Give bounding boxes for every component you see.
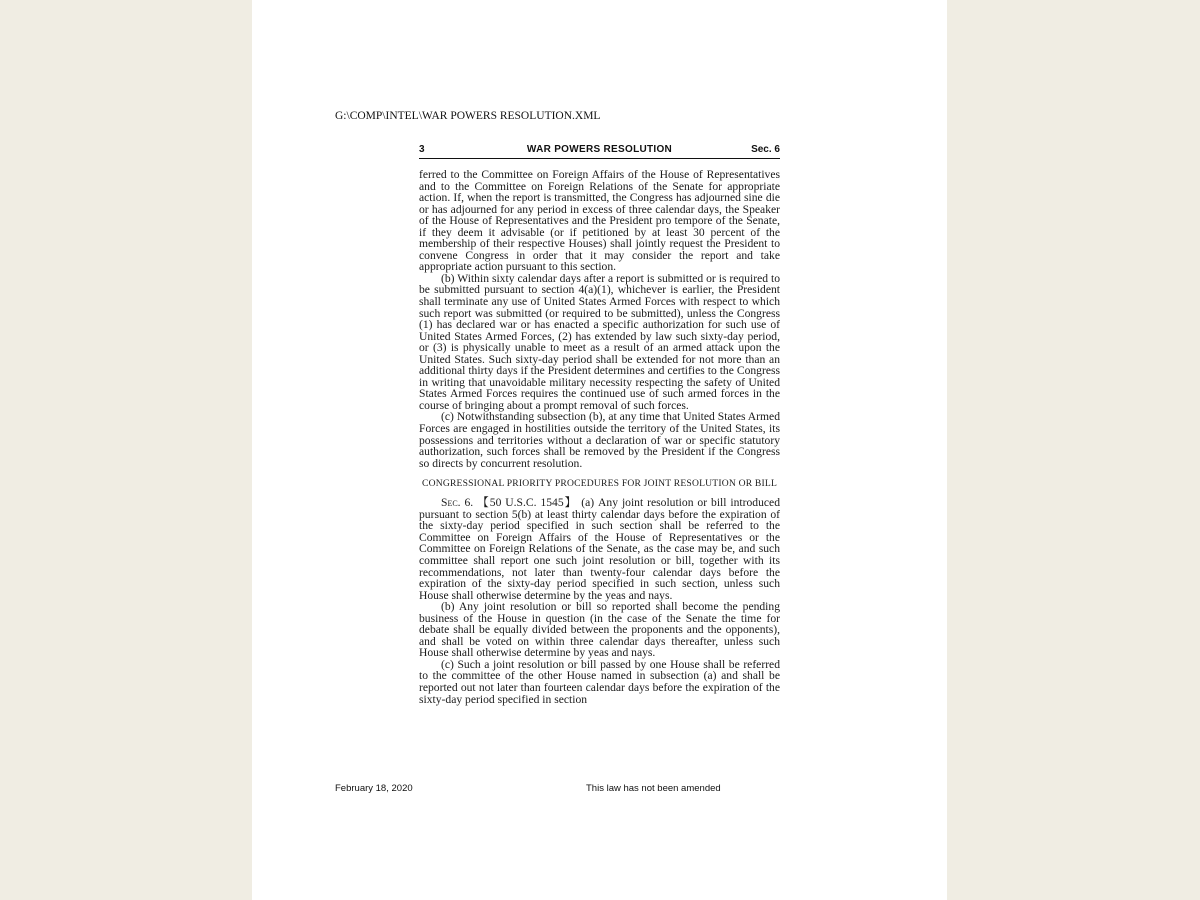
paragraph-5b: (b) Within sixty calendar days after a report is submitted or is required to be submitted pursuant to section 4(a)(1), whichever is earlier, the President shall terminate any use of United States Armed Forces with respect to which such report was submitted (or required to be submitted), unless the Congress (1) has declared war or has enacted a specific authorization for such use of United States Armed Forces, (2) has extended by law such sixty-day period, or (3) is physically unable to meet as a result of an armed attack upon the United States. Such sixty-day period shall be extended for not more than an additional thirty days if the President determines and certifies to the Congress in writing that unavoidable military necessity respecting the safety of United States Armed Forces requires the continued use of such armed forces in the course of bringing about a prompt removal of such forces. xyxy=(419,271,780,412)
paragraph-continuation: ferred to the Committee on Foreign Affairs of the House of Representatives and to the Committee on Foreign Relations of the Senate for appropriate action. If, when the report is transmitted, the Congress has adjourned sine die or has adjourned for any period in excess of three calendar days, the Speaker of the House of Representatives and the President pro tempore of the Senate, if they deem it advisable (or if petitioned by at least 30 percent of the membership of their respective Houses) shall jointly request the President to convene Congress in order that it may consider the report and take appropriate action pursuant to this section. xyxy=(419,168,780,274)
header-section: Sec. 6 xyxy=(751,144,780,155)
footer-date: February 18, 2020 xyxy=(335,783,413,794)
paragraph-6b: (b) Any joint resolution or bill so reported shall become the pending business of the House in question (in the case of the Senate the time for debate shall be equally divided between the proponents and the opponents), and shall be voted on within three calendar days thereafter, unless such House shall otherwise determine by yeas and nays. xyxy=(419,600,780,660)
usc-citation: 【50 U.S.C. 1545】 xyxy=(477,496,578,510)
paragraph-6a-text: (a) Any joint resolution or bill introduced pursuant to section 5(b) at least thirty calendar days before the expiration of the sixty-day period specified in such section shall be referred to the Committee on Foreign Affairs of the House of Representatives or the Committee on Foreign Relations of the Senate, as the case may be, and such committee shall report one such joint resolution or bill, together with its recommendations, not later than twenty-four calendar days before the expiration of the sixty-day period specified in such section, unless such House shall otherwise determine by the yeas and nays. xyxy=(419,496,780,602)
section-label: Sec. 6. xyxy=(441,496,474,510)
paragraph-5c: (c) Notwithstanding subsection (b), at any time that United States Armed Forces are engaged in hostilities outside the territory of the United States, its possessions and territories without a declaration of war or specific statutory authorization, such forces shall be removed by the President if the Congress so directs by concurrent resolution. xyxy=(419,410,780,470)
header-title: WAR POWERS RESOLUTION xyxy=(526,144,673,155)
paragraph-6a xyxy=(419,497,780,601)
page-number: 3 xyxy=(419,144,425,155)
paragraph-6c: (c) Such a joint resolution or bill passed by one House shall be referred to the committee of the other House named in subsection (a) and shall be reported out not later than fourteen calendar days before the expiration of the sixty-day period specified in section xyxy=(419,657,780,706)
document-body xyxy=(419,169,780,705)
file-path: G:\COMP\INTEL\WAR POWERS RESOLUTION.XML xyxy=(335,110,601,122)
running-header xyxy=(419,144,780,159)
footer-note: This law has not been amended xyxy=(586,783,721,794)
section-heading: CONGRESSIONAL PRIORITY PROCEDURES FOR JOINT RESOLUTION OR BILL xyxy=(421,478,778,490)
